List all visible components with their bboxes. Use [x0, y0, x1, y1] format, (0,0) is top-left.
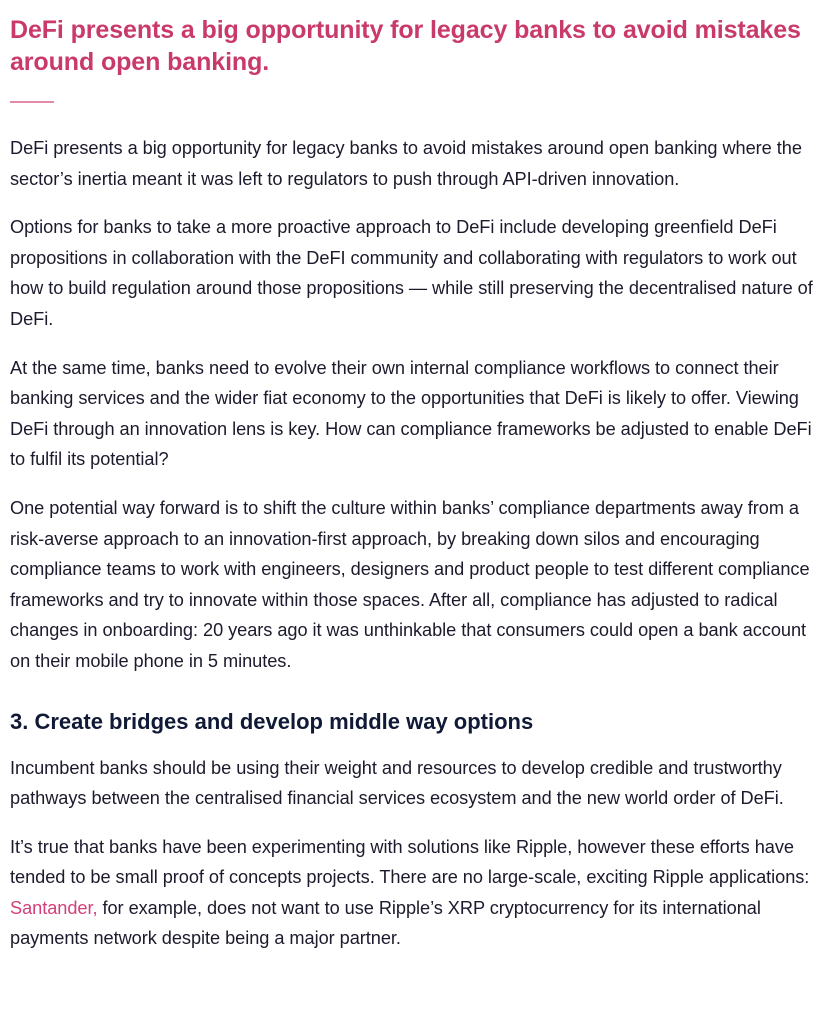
- paragraph-compliance-workflows: At the same time, banks need to evolve their own internal compliance workflows to connect their banking services and the wider fiat economy to the opportunities that DeFi is likely to offer. Viewing DeFi through an innovation lens is key. How can compliance frameworks be adjusted to enable DeFi to fulfil its potential?: [10, 357, 812, 470]
- article-body: [10, 14, 822, 972]
- paragraph-open-banking: DeFi presents a big opportunity for legacy banks to avoid mistakes around open banking where the sector’s inertia meant it was left to regulators to push through API-driven innovation.: [10, 138, 802, 189]
- ripple-text-after-link: for example, does not want to use Ripple’s XRP cryptocurrency for its international payments network despite being a major partner.: [10, 897, 761, 949]
- paragraph-ripple: [10, 832, 822, 954]
- santander-link[interactable]: Santander,: [10, 897, 98, 918]
- paragraph-proactive-options: Options for banks to take a more proactive approach to DeFi include developing greenfield DeFi propositions in collaboration with the DeFI community and collaborating with regulators to work out how to build regulation around those propositions — while still preserving the decentralised nature of DeFi.: [10, 217, 813, 329]
- paragraph-compliance-culture: One potential way forward is to shift the culture within banks’ compliance departments away from a risk-averse approach to an innovation-first approach, by breaking down silos and encouraging compliance teams to work with engineers, designers and product people to test different compliance frameworks and try to innovate within those spaces. After all, compliance has adjusted to radical changes in onboarding: 20 years ago it was unthinkable that consumers could open a bank account on their mobile phone in 5 minutes.: [10, 497, 810, 671]
- paragraph-incumbent-banks: Incumbent banks should be using their weight and resources to develop credible and trustworthy pathways between the centralised financial services ecosystem and the new world order of DeFi.: [10, 757, 784, 809]
- section-heading-bridges: 3. Create bridges and develop middle way options: [10, 708, 534, 734]
- ripple-text-before-link: It’s true that banks have been experimenting with solutions like Ripple, however these efforts have tended to be small proof of concepts projects. There are no large-scale, exciting Ripple applications:: [10, 836, 810, 888]
- pull-quote-divider: [10, 101, 54, 103]
- pull-quote: DeFi presents a big opportunity for legacy banks to avoid mistakes around open banking.: [10, 16, 801, 76]
